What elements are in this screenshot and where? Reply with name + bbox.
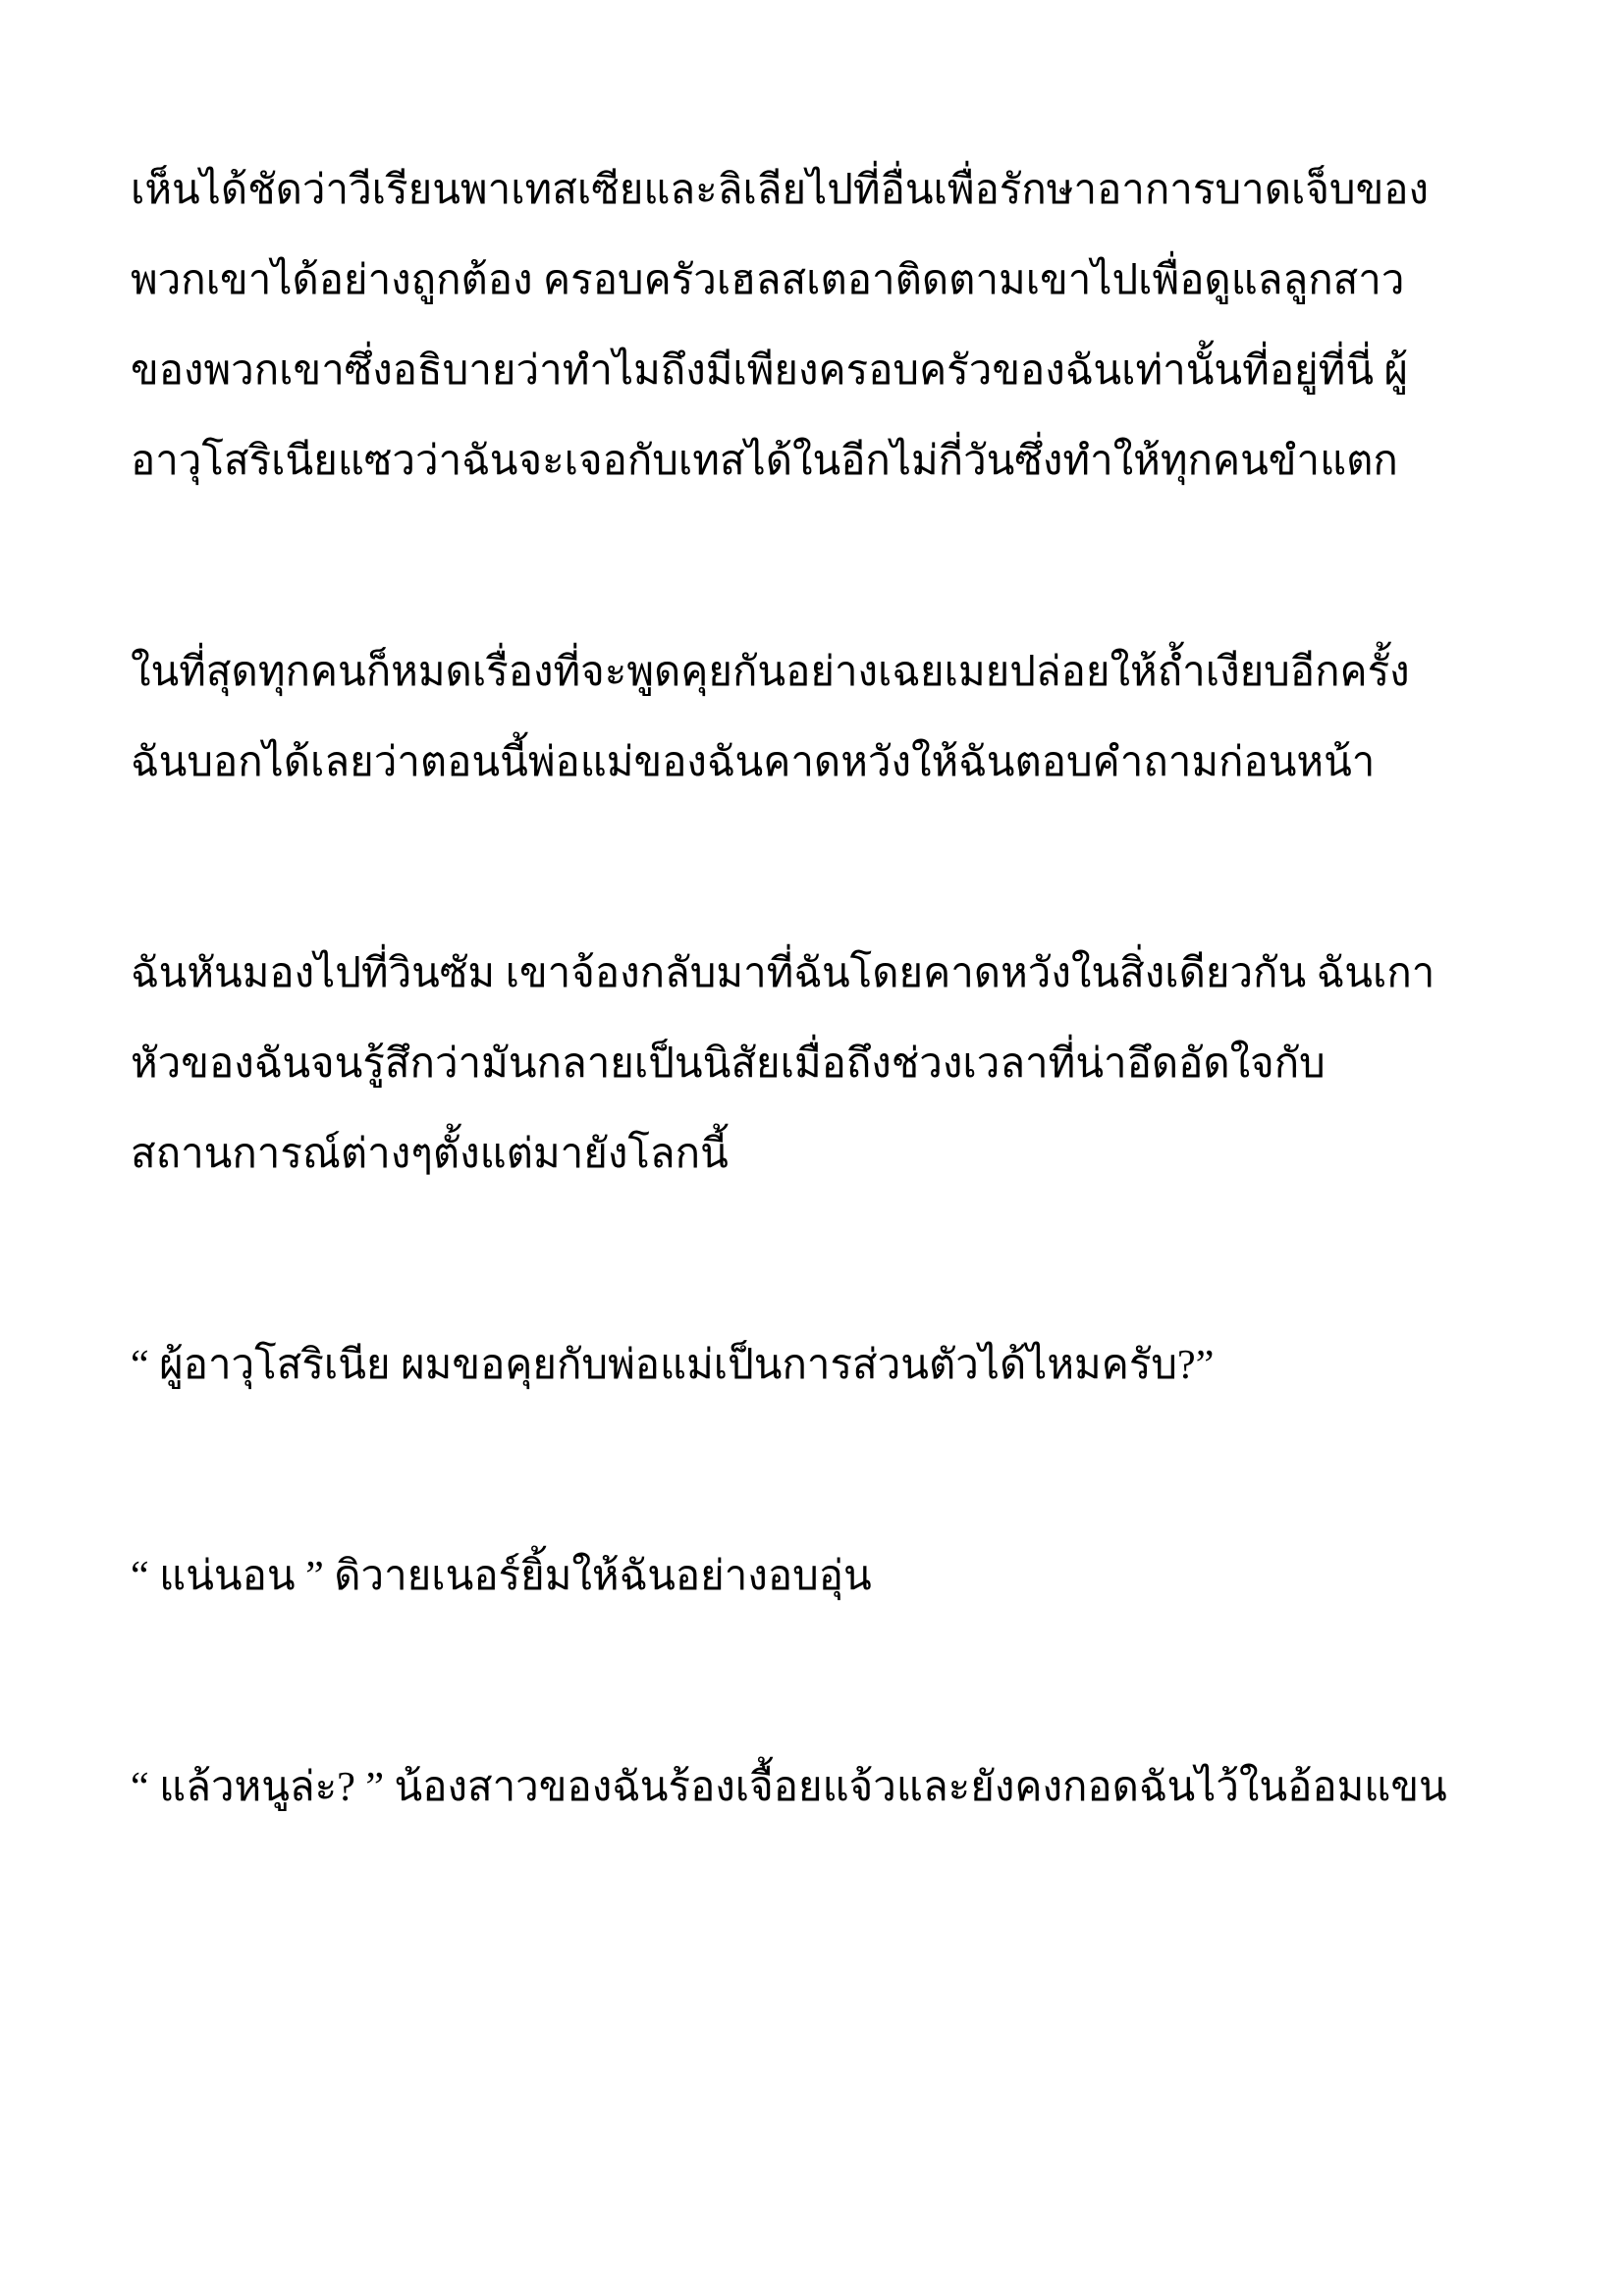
paragraph-dialogue-1: “ ผู้อาวุโสริเนีย ผมขอคุยกับพ่อแม่เป็นการส่วนตัวได้ไหมครับ?” — [131, 1343, 1215, 1388]
paragraph-narrative-1: เห็นได้ชัดว่าวีเรียนพาเทสเซียและลิเลียไปที่อื่นเพื่อรักษาอาการบาดเจ็บของพวกเขาได้อย่างถูกต้อง ครอบครัวเฮลสเตอาติดตามเขาไปเพื่อดูแลลูกสาวของพวกเขาซึ่งอธิบายว่าทำไมถึงมีเพียงครอบครัวของฉันเท่านั้นที่อยู่ที่นี่ ผู้อาวุโสริเนียแซวว่าฉันจะเจอกับเทสได้ในอีกไม่กี่วันซึ่งทำให้ทุกคนขำแตก — [131, 168, 1430, 484]
paragraph-narrative-3: ฉันหันมองไปที่วินซัม เขาจ้องกลับมาที่ฉันโดยคาดหวังในสิ่งเดียวกัน ฉันเกาหัวของฉันจนรู้สึกว่ามันกลายเป็นนิสัยเมื่อถึงช่วงเวลาที่น่าอึดอัดใจกับสถานการณ์ต่างๆตั้งแต่มายังโลกนี้ — [131, 951, 1435, 1177]
paragraph-dialogue-3: “ แล้วหนูล่ะ? ” น้องสาวของฉันร้องเจื้อยแจ้วและยังคงกอดฉันไว้ในอ้อมแขน — [131, 1765, 1447, 1810]
paragraph-narrative-2: ในที่สุดทุกคนก็หมดเรื่องที่จะพูดคุยกันอย่างเฉยเมยปล่อยให้ถ้ำเงียบอีกครั้ง ฉันบอกได้เลยว่าตอนนี้พ่อแม่ของฉันคาดหวังให้ฉันตอบคำถามก่อนหน้า — [131, 650, 1410, 785]
paragraph-dialogue-2: “ แน่นอน ” ดิวายเนอร์ยิ้มให้ฉันอย่างอบอุ่น — [131, 1554, 872, 1599]
